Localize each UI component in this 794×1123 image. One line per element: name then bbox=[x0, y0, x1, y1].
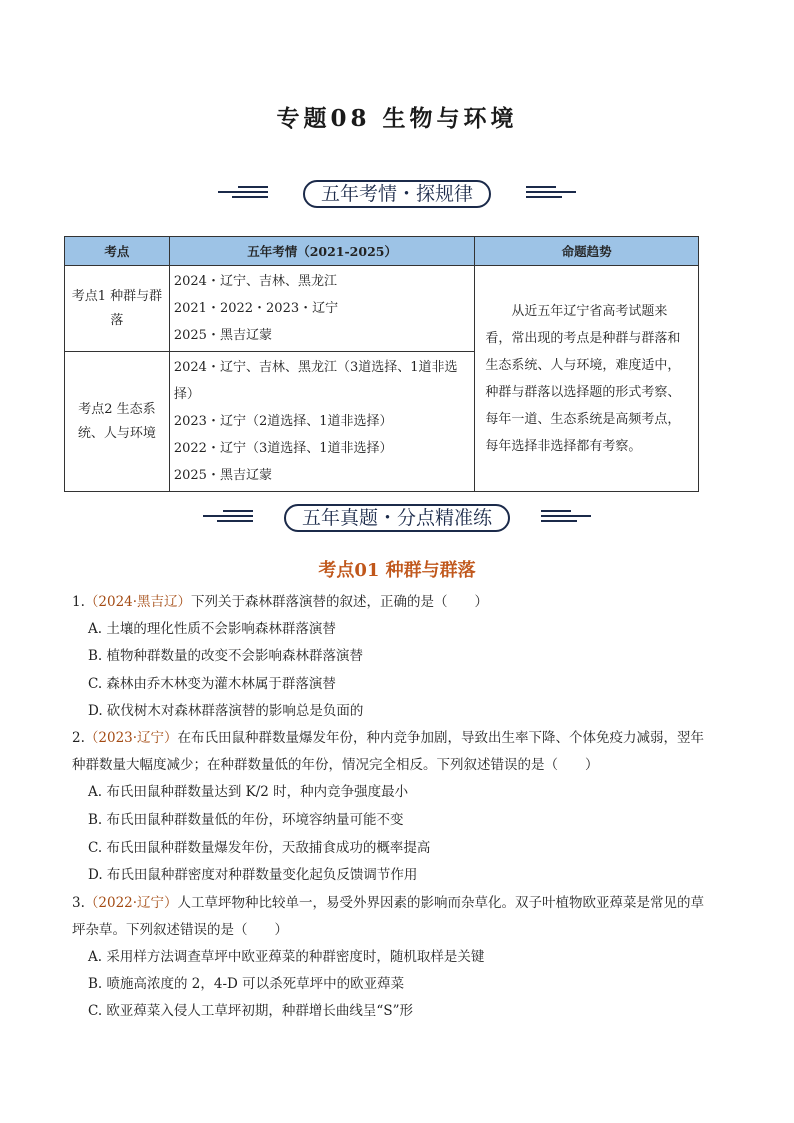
question-2 bbox=[72, 725, 732, 752]
option-a: A. 采用样方法调查草坪中欧亚蔊菜的种群密度时，随机取样是关键 bbox=[88, 949, 485, 965]
question-number: 1. bbox=[72, 594, 85, 610]
section-heading: 考点01 种群与群落 bbox=[318, 560, 476, 581]
question-3 bbox=[72, 890, 732, 917]
header-years: 五年考情（2021-2025） bbox=[169, 237, 474, 266]
option-a: A. 布氏田鼠种群数量达到 K/2 时，种内竞争强度最小 bbox=[88, 784, 409, 800]
option-c: C. 布氏田鼠种群数量爆发年份，天敌捕食成功的概率提高 bbox=[88, 840, 431, 856]
trend-cell: 从近五年辽宁省高考试题来看，常出现的考点是种群与群落和生态系统、人与环境，难度适中，种群与群落以选择题的形式考察、每年一道、生态系统是高频考点，每年选择非选择都有考察。 bbox=[475, 266, 699, 492]
option-b: B. 植物种群数量的改变不会影响森林群落演替 bbox=[88, 648, 364, 664]
option-b: B. 喷施高浓度的 2，4-D 可以杀死草坪中的欧亚蔊菜 bbox=[88, 976, 405, 992]
question-source-tag: （2023·辽宁） bbox=[84, 730, 178, 746]
banner-exam-overview bbox=[0, 178, 794, 208]
question-stem: 在布氏田鼠种群数量爆发年份，种内竞争加剧，导致出生率下降、个体免疫力减弱，翌年 bbox=[177, 730, 705, 746]
year-line: 2021・2022・2023・辽宁 bbox=[173, 301, 339, 316]
banner-label: 五年真题・分点精准练 bbox=[284, 504, 510, 532]
year-line: 2024・辽宁、吉林、黑龙江 bbox=[173, 274, 337, 289]
question-source-tag: （2024·黑吉辽） bbox=[84, 594, 192, 610]
decor-lines-left bbox=[203, 507, 253, 525]
years-cell bbox=[169, 352, 474, 492]
point-cell: 考点2 生态系统、人与环境 bbox=[65, 352, 170, 492]
question-source-tag: （2022·辽宁） bbox=[84, 895, 178, 911]
question-number: 3. bbox=[72, 895, 85, 911]
header-point: 考点 bbox=[65, 237, 170, 266]
banner-practice bbox=[0, 502, 794, 532]
point-cell: 考点1 种群与群落 bbox=[65, 266, 170, 352]
question-3-line2: 坪杂草。下列叙述错误的是（ ） bbox=[72, 922, 288, 938]
question-stem: 人工草坪物种比较单一，易受外界因素的影响而杂草化。双子叶植物欧亚蔊菜是常见的草 bbox=[177, 895, 705, 911]
option-d: D. 砍伐树木对森林群落演替的影响总是负面的 bbox=[88, 703, 364, 719]
year-line: 2025・黑吉辽蒙 bbox=[173, 468, 272, 483]
option-c: C. 欧亚蔊菜入侵人工草坪初期，种群增长曲线呈“S”形 bbox=[88, 1003, 413, 1019]
question-stem: 下列关于森林群落演替的叙述，正确的是（ ） bbox=[191, 594, 489, 610]
year-line: 2024・辽宁、吉林、黑龙江（3道选择、1道非选择） bbox=[173, 360, 458, 402]
year-line: 2022・辽宁（3道选择、1道非选择） bbox=[173, 441, 393, 456]
table-header-row bbox=[65, 237, 699, 266]
option-c: C. 森林由乔木林变为灌木林属于群落演替 bbox=[88, 676, 336, 692]
decor-lines-right bbox=[526, 183, 576, 201]
option-d: D. 布氏田鼠种群密度对种群数量变化起负反馈调节作用 bbox=[88, 867, 418, 883]
option-a: A. 土壤的理化性质不会影响森林群落演替 bbox=[88, 621, 336, 637]
header-trend: 命题趋势 bbox=[475, 237, 699, 266]
question-2-line2: 种群数量大幅度减少；在种群数量低的年份，情况完全相反。下列叙述错误的是（ ） bbox=[72, 757, 599, 773]
year-line: 2025・黑吉辽蒙 bbox=[173, 328, 272, 343]
decor-lines-right bbox=[541, 507, 591, 525]
decor-lines-left bbox=[218, 183, 268, 201]
year-line: 2023・辽宁（2道选择、1道非选择） bbox=[173, 414, 393, 429]
question-number: 2. bbox=[72, 730, 85, 746]
page-title: 专题08 生物与环境 bbox=[276, 105, 518, 132]
years-cell bbox=[169, 266, 474, 352]
question-1 bbox=[72, 589, 732, 616]
overview-table bbox=[64, 236, 699, 492]
table-row bbox=[65, 266, 699, 352]
banner-label: 五年考情・探规律 bbox=[303, 180, 491, 208]
option-b: B. 布氏田鼠种群数量低的年份，环境容纳量可能不变 bbox=[88, 812, 404, 828]
